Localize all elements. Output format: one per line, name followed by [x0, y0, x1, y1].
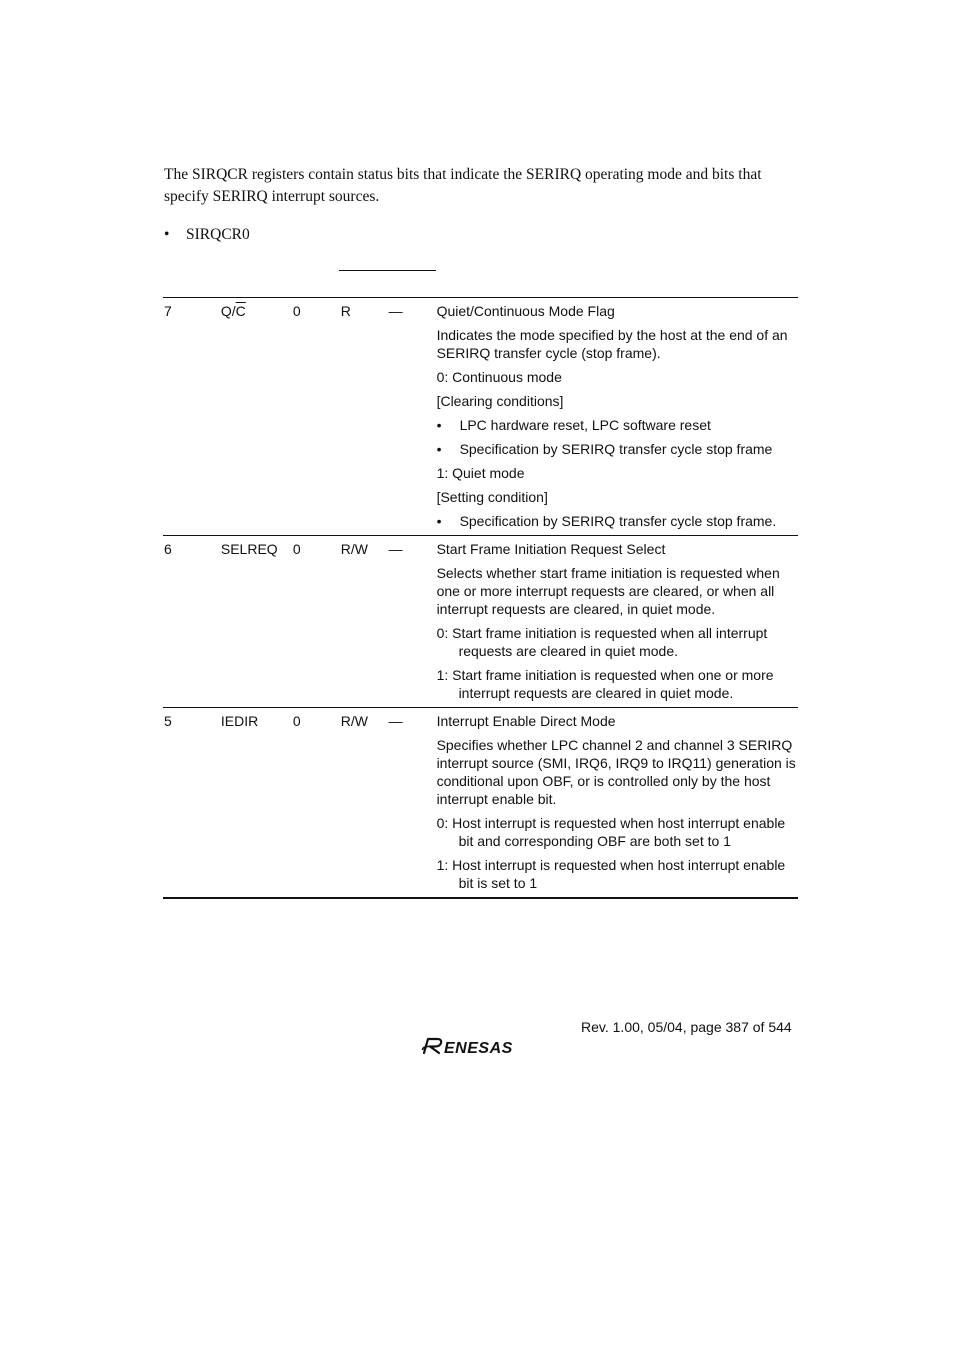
slave-access-cell: —	[389, 708, 437, 899]
bullet-text: Specification by SERIRQ transfer cycle stop frame	[459, 441, 773, 457]
description-cell	[437, 708, 798, 899]
table-header-rule	[339, 270, 436, 271]
intro-paragraph: The SIRQCR registers contain status bits that indicate the SERIRQ operating mode and bits that specify SERIRQ interrupt sources.	[164, 166, 762, 205]
bullet-dot: •	[436, 441, 442, 457]
description-text: 1: Host interrupt is requested when host interrupt enable bit is set to 1	[436, 857, 786, 891]
description-text: 0: Continuous mode	[436, 369, 562, 385]
description-text: Specifies whether LPC channel 2 and channel 3 SERIRQ interrupt source (SMI, IRQ6, IRQ9 to IRQ11) generation is conditional upon OBF, or is controlled only by the host interrupt enable bit.	[436, 737, 796, 807]
bullet-dot: •	[436, 417, 442, 433]
description-text: 0: Host interrupt is requested when host interrupt enable bit and corresponding OBF are both set to 1	[436, 815, 786, 849]
svg-text:ENESAS: ENESAS	[444, 1040, 513, 1056]
slave-access-cell: —	[389, 298, 437, 536]
bit-number-cell: 6	[163, 536, 221, 708]
bit-name-cell: SELREQ	[221, 536, 293, 708]
bullet-text: LPC hardware reset, LPC software reset	[459, 417, 711, 433]
initial-value-cell: 0	[293, 298, 341, 536]
description-title: Interrupt Enable Direct Mode	[436, 713, 616, 729]
bit-name-overline-char: $\overline{C}$	[235, 303, 246, 319]
initial-value-cell: 0	[293, 536, 341, 708]
table-row	[163, 708, 798, 899]
bullet-dot: •	[164, 226, 170, 243]
register-bit-table	[163, 297, 798, 899]
description-text: Indicates the mode specified by the host at the end of an SERIRQ transfer cycle (stop frame).	[436, 327, 788, 361]
page-footer-info: Rev. 1.00, 05/04, page 387 of 544	[581, 1019, 792, 1035]
description-text: [Clearing conditions]	[436, 393, 564, 409]
description-text: Selects whether start frame initiation is requested when one or more interrupt requests are cleared, or when all interrupt requests are cleared, in quiet mode.	[436, 565, 780, 617]
bit-name-cell	[221, 298, 293, 536]
read-write-cell: R	[341, 298, 389, 536]
description-bullet-item	[437, 440, 798, 458]
description-text: [Setting condition]	[436, 489, 548, 505]
bullet-dot: •	[436, 513, 442, 529]
bit-number-cell: 7	[163, 298, 221, 536]
description-text: 1: Start frame initiation is requested when one or more interrupt requests are cleared in quiet mode.	[436, 667, 774, 701]
description-title: Quiet/Continuous Mode Flag	[436, 303, 615, 319]
description-bullet-item	[437, 416, 798, 434]
bit-name-prefix: Q/	[220, 303, 236, 319]
register-bullet	[164, 224, 250, 246]
description-bullet-item	[437, 512, 798, 530]
renesas-logo	[420, 1034, 542, 1056]
table-row	[163, 536, 798, 708]
description-title: Start Frame Initiation Request Select	[436, 541, 666, 557]
read-write-cell: R/W	[341, 708, 389, 899]
read-write-cell: R/W	[341, 536, 389, 708]
bullet-text: Specification by SERIRQ transfer cycle stop frame.	[459, 513, 777, 529]
initial-value-cell: 0	[293, 708, 341, 899]
bit-number-cell: 5	[163, 708, 221, 899]
slave-access-cell: —	[389, 536, 437, 708]
description-cell	[437, 298, 798, 536]
register-name-label: SIRQCR0	[186, 226, 250, 243]
table-row	[163, 298, 798, 536]
bit-name-cell: IEDIR	[221, 708, 293, 899]
description-cell	[437, 536, 798, 708]
description-text: 1: Quiet mode	[436, 465, 525, 481]
description-text: 0: Start frame initiation is requested when all interrupt requests are cleared in quiet mode.	[436, 625, 768, 659]
register-bit-table-body	[163, 298, 798, 899]
